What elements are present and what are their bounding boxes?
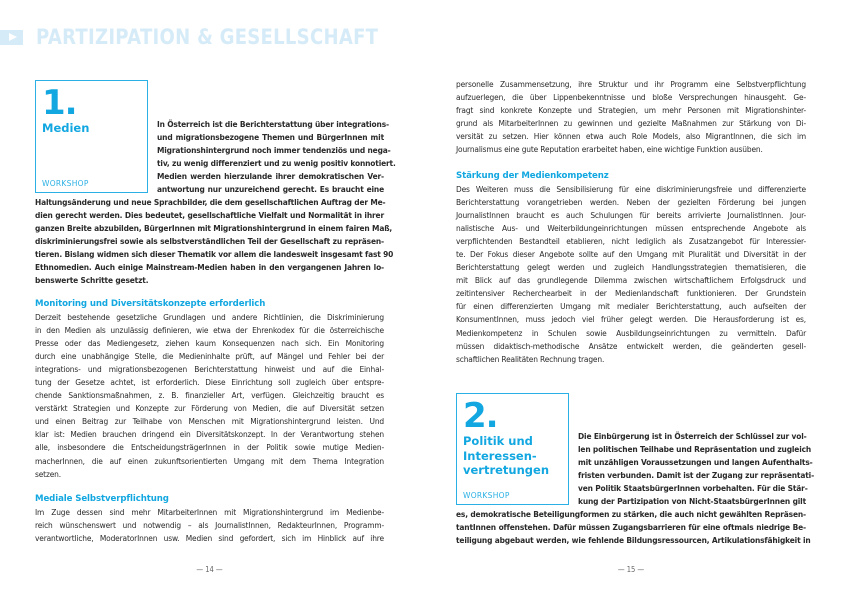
text-line: kung der Partizipation von Nicht-StaatsbürgerInnen gilt [578,496,806,507]
section-header [0,24,434,50]
workshop-label: WORKSHOP [42,179,89,188]
text-line: Berichterstattung gelegt werden und zugleich Handlungsstrategien thematisieren, die [456,262,806,273]
text-line: KonsumentInnen, muss jedoch viel früher gelegt werden. Die Herausforderung ist es, [456,314,806,325]
text-line: reich wünschenswert und notwendig – als JournalistInnen, RedakteurInnen, Programm- [35,520,384,531]
text-line: Medienkompetenz in Schulen sowie Ausbildungseinrichtungen zu vermitteln. Dafür [456,327,806,338]
text-line: es, demokratische Beteiligungformen zu stärken, die auch nicht gewählten Repräsen- [456,509,806,519]
text-line: mit Blick auf das grundlegende Dilemma zwischen wirtschaftlichem Erfolgsdruck und [456,275,806,286]
subheading-selbstverpflichtung: Mediale Selbstverpflichtung [35,494,169,504]
text-line: dien gerecht werden. Dies bedeutet, gesellschaftliche Vielfalt und Normalität in ihrer [35,210,384,221]
text-line: setzen. [35,468,61,479]
text-line: für einen differenzierten Umgang mit medialer Berichterstattung, auch aufseiten der [456,301,806,312]
intro-beside-box-2 [578,430,815,508]
text-line: chende Sanktionsmaßnahmen, z. B. finanzieller Art, verfügen. Gleichzeitig braucht es [35,390,384,401]
text-line: nalistische Aus- und Weiterbildungeinrichtungen müssen entsprechende Angebote als [456,223,806,234]
workshop-topic-line: vertretungen [463,463,550,477]
workshop-topic: Medien [42,121,90,135]
text-line: Migrationshintergrund noch immer tendenziös und nega- [157,145,391,156]
subheading-monitoring: Monitoring und Diversitätskonzepte erforderlich [35,299,266,309]
text-line: integrations- und migrationsbezogenen Berichterstattung hinweist und auf die Einhal- [35,364,384,375]
text-line: durch eine unabhängige Stelle, die Medieninhalte prüft, auf Mängel und Fehler bei der [35,351,384,362]
paragraph-monitoring [35,311,384,481]
text-line: Presse oder das Mediengesetz, ziehen kaum Konsequenzen nach sich. Ein Monitoring [35,338,384,349]
text-line: versität zu setzen. Hier können etwa auch Role Models, also MigrantInnen, die sich im [456,131,806,142]
text-line: grund als MitarbeiterInnen zu gewinnen und gezielte Maßnahmen zur Stärkung von Di- [456,118,806,129]
text-line: teiligung abgebaut werden, wie fehlende Bildungsressourcen, Artikulationsfähigkeit in [456,535,811,546]
workshop-topic [463,434,549,478]
text-line: len politischen Teilhabe und Repräsentation und zugleich [578,444,812,455]
workshop-label: WORKSHOP [463,491,510,500]
text-line: macherInnen, die auf einen zukunftsorientierten Umgang mit dem Thema Integration [35,455,384,466]
intro-paragraph-2 [456,508,811,547]
text-line: Berichterstattung vorangetrieben werden. Neben der gezielten Förderung bei jungen [456,197,806,208]
play-arrow-icon [0,30,23,45]
text-line: In Österreich ist die Berichterstattung über integrations- [157,119,389,129]
intro-paragraph [35,196,394,287]
text-line: ven Politik StaatsbürgerInnen vorbehalten. Für die Stär- [578,483,808,494]
text-line: Journalismus eine gute Reputation erarbeitet haben, eine wichtige Funktion ausüben. [456,144,763,155]
text-line: personelle Zusammensetzung, ihre Struktur und ihr Programm eine Selbstverpflichtung [456,79,806,89]
paragraph-medienkompetenz [456,183,806,366]
text-line: ganzen Breite abzubilden, BürgerInnen mit Migrationshintergrund in einem fairen Maß, [35,223,393,234]
text-line: Die Einbürgerung ist in Österreich der Schlüssel zur vol- [578,431,807,441]
text-line: Im Zuge dessen sind mehr MitarbeiterInnen mit Migrationshintergrund im Medienbe- [35,507,384,517]
subheading-medienkompetenz: Stärkung der Medienkompetenz [456,171,609,181]
text-line: diskriminierungsfrei sowie als selbstverständlichen Teil der Gesellschaft zu repräsen- [35,236,384,247]
page-number-left: — 14 — [196,565,223,574]
text-line: tieren. Bislang widmen sich dieser Thematik vor allem die landesweit insgesamt fast 90 [35,249,394,260]
workshop-number: 1. [42,83,77,123]
text-line: und migrationsbezogene Themen und BürgerInnen mit [157,132,384,143]
intro-beside-box [157,118,396,196]
text-line: klar ist: Medien brauchen dringend ein Diversitätskonzept. In der Verantwortung stehen [35,429,384,440]
text-line: benswerte Schritte gesetzt. [35,275,149,286]
text-line: verpflichtenden Bestandteil etablieren, nicht lediglich als Zusatzangebot für Interessier- [456,236,806,247]
text-line: verantwortliche, ModeratorInnen usw. Medien sind gefordert, sich im Hinblick auf ihre [35,533,384,544]
workshop-topic-line: Politik und [463,434,533,448]
text-line: Medien werden hierzulande ihrer demokratischen Ver- [157,171,384,182]
text-line: Derzeit bestehende gesetzliche Grundlagen und andere Richtlinien, die Diskriminierung [35,312,384,322]
workshop-number: 2. [463,396,498,436]
text-line: schaftlichen Realitäten Rechnung tragen. [456,353,605,364]
text-line: mit unzähligen Voraussetzungen und langen Aufenthalts- [578,457,813,468]
text-line: müssen didaktisch-methodische Ansätze entwickelt werden, die geänderten gesell- [456,340,806,351]
text-line: und einen Beitrag zur Teilhabe von Menschen mit Migrationshintergrund leisten. Und [35,416,384,427]
text-line: fragt sind konkrete Konzepte und Strategien, um mehr Personen mit Migrationshinter- [456,105,806,116]
workshop-box-2 [456,393,569,505]
page-number-right: — 15 — [617,565,645,574]
text-line: alle, insbesondere die EntscheidungsträgerInnen in der Politik sowie mutige Medien- [35,442,384,453]
section-title: PARTIZIPATION & GESELLSCHAFT [36,25,379,49]
text-line: tiv, zu wenig differenziert und zu wenig positiv konnotiert. [157,158,396,169]
workshop-topic-line: Interessen- [463,448,537,463]
text-line: te. Der Fokus dieser Angebote sollte auf den Umgang mit Pluralität und Diversität in der [456,249,806,260]
text-line: antwortung nur unzureichend gerecht. Es braucht eine [157,184,384,195]
text-line: Ethnomedien. Auch einige Mainstream-Medien haben in den vergangenen Jahren lo- [35,262,384,273]
text-line: Des Weiteren muss die Sensibilisierung für eine diskriminierungsfreie und differenzierte [456,184,806,194]
text-line: verstärkt Strategien und Konzepte zur Förderung von Medien, die auf Diversität setzen [35,403,384,414]
text-line: JournalistInnen braucht es auch Schulungen für bereits arrivierte JournalistInnen. Jour- [456,210,806,221]
text-line: fristen verbunden. Damit ist der Zugang zur repräsentati- [578,470,815,481]
workshop-box-1 [35,80,148,193]
text-line: tung der Gesetze achtet, ist erforderlich. Diese Einrichtung soll zugleich über entspre- [35,377,384,388]
continuation-paragraph [456,78,806,156]
text-line: zeitintensiver Recherchearbeit in der Medienlandschaft funktionieren. Der Grundstein [456,288,806,299]
text-line: aufzuerlegen, die über Lippenbekenntnisse und bloße Versprechungen hinausgeht. Ge- [456,92,806,103]
text-line: tantInnen offenstehen. Dafür müssen Zugangsbarrieren für eine oftmals niedrige Be- [456,522,806,533]
paragraph-selbstverpflichtung [35,506,384,545]
text-line: Haltungsänderung und neue Sprachbilder, die dem gesellschaftlichen Auftrag der Me- [35,197,386,207]
text-line: in den Medien als unzulässig definieren, wie etwa der Ehrenkodex für die österreichische [35,325,384,336]
